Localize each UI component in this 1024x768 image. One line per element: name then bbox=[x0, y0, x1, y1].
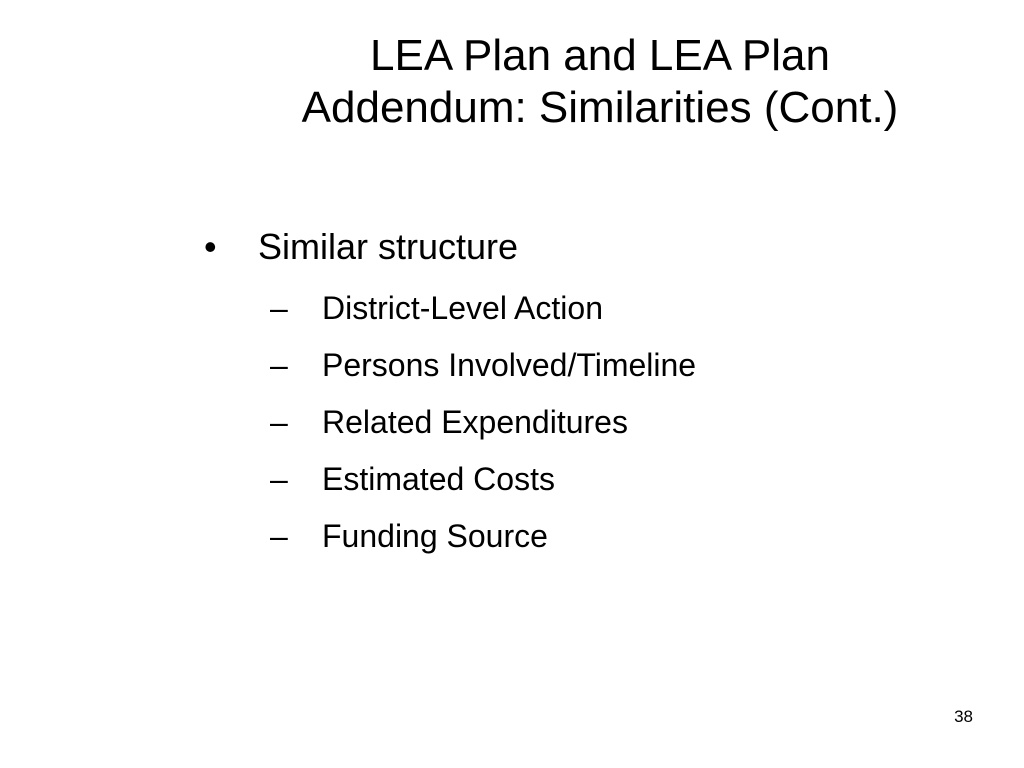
sub-bullet-item bbox=[204, 337, 984, 394]
sub-bullet-text: Estimated Costs bbox=[322, 461, 555, 497]
bullet-item bbox=[204, 222, 984, 272]
dash-marker: – bbox=[270, 347, 288, 383]
sub-bullet-item bbox=[204, 280, 984, 337]
slide-title-line-1: LEA Plan and LEA Plan bbox=[370, 31, 830, 80]
sub-bullet-list bbox=[204, 280, 984, 565]
bullet-list bbox=[204, 222, 984, 565]
bullet-text: Similar structure bbox=[258, 226, 519, 267]
sub-bullet-text: Related Expenditures bbox=[322, 404, 628, 440]
slide-title-line-2: Addendum: Similarities (Cont.) bbox=[301, 83, 899, 132]
sub-bullet-text: District-Level Action bbox=[322, 290, 603, 326]
slide-title bbox=[190, 30, 1010, 134]
page-number: 38 bbox=[954, 707, 973, 726]
dash-marker: – bbox=[270, 290, 288, 326]
sub-bullet-text: Persons Involved/Timeline bbox=[322, 347, 697, 383]
sub-bullet-item bbox=[204, 508, 984, 565]
sub-bullet-item bbox=[204, 394, 984, 451]
dash-marker: – bbox=[270, 461, 288, 497]
dash-marker: – bbox=[270, 518, 288, 554]
sub-bullet-item bbox=[204, 451, 984, 508]
dash-marker: – bbox=[270, 404, 288, 440]
sub-bullet-text: Funding Source bbox=[322, 518, 548, 554]
bullet-marker: • bbox=[204, 226, 217, 267]
